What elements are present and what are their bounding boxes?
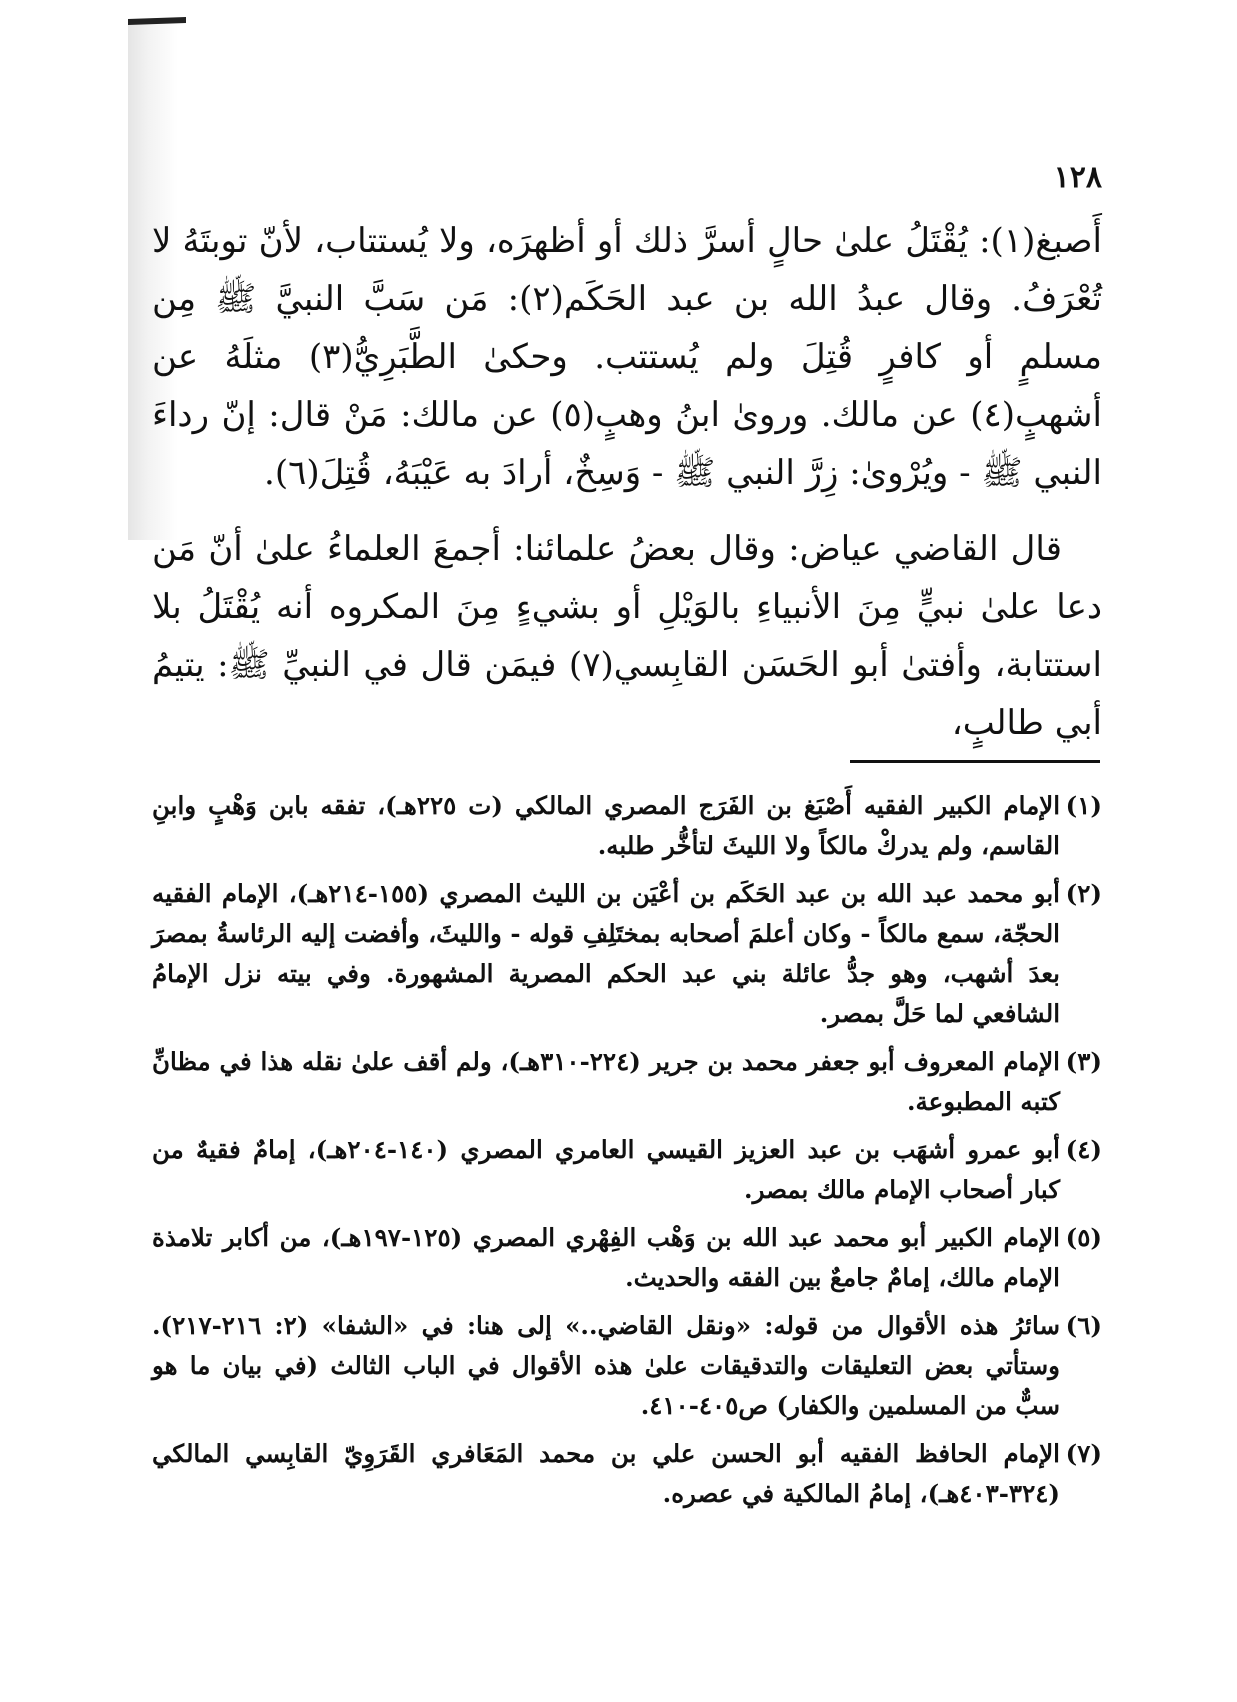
- footnote-3: [152, 1042, 1102, 1122]
- footnote-number: (٣): [1065, 1047, 1102, 1076]
- footnote-text: الإمام الحافظ الفقيه أبو الحسن علي بن محمد المَعَافري القَرَوِيّ القابِسي المالكي (٣٢٤-٤٠٣هـ)، إمامُ المالكية في عصره.: [152, 1439, 1060, 1508]
- footnote-text: أبو عمرو أشهَب بن عبد العزيز القيسي العامري المصري (١٤٠-٢٠٤هـ)، إمامٌ فقيهٌ من كبار أصحاب الإمام مالك بمصر.: [152, 1135, 1060, 1204]
- footnote-number: (٢): [1065, 879, 1102, 908]
- footnote-separator: [850, 760, 1100, 763]
- footnote-1: [152, 786, 1102, 866]
- footnote-text: الإمام المعروف أبو جعفر محمد بن جرير (٢٢٤-٣١٠هـ)، ولم أقف علىٰ نقله هذا في مظانِّ كتبه المطبوعة.: [152, 1047, 1060, 1116]
- footnote-2: [152, 874, 1102, 1034]
- main-text: [152, 212, 1102, 752]
- footnote-number: (٥): [1065, 1223, 1102, 1252]
- footnote-5: [152, 1218, 1102, 1298]
- footnote-text: أبو محمد عبد الله بن عبد الحَكَم بن أعْيَن بن الليث المصري (١٥٥-٢١٤هـ)، الإمام الفقيه الحجّة، سمع مالكاً - وكان أعلمَ أصحابه بمختَلِفِ قوله - والليثَ، وأفضت إليه الرئاسةُ بمصرَ بعدَ أشهب، وهو جدُّ عائلة بني عبد الحكم المصرية المشهورة. وفي بيته نزل الإمامُ الشافعي لما حَلَّ بمصر.: [152, 879, 1060, 1028]
- footnote-text: الإمام الكبير الفقيه أَصْبَغ بن الفَرَج المصري المالكي (ت ٢٢٥هـ)، تفقه بابن وَهْبٍ وابنِ القاسم، ولم يدركْ مالكاً ولا الليثَ لتأخُّر طلبه.: [152, 791, 1060, 860]
- footnote-6: [152, 1306, 1102, 1426]
- footnote-number: (٤): [1065, 1135, 1102, 1164]
- footnote-number: (١): [1065, 791, 1102, 820]
- main-paragraph-2: قال القاضي عياض: وقال بعضُ علمائنا: أجمعَ العلماءُ علىٰ أنّ مَن دعا علىٰ نبيٍّ مِنَ الأنبياءِ بالوَيْلِ أو بشيءٍ مِنَ المكروه أنه يُقْتَلُ بلا استتابة، وأفتىٰ أبو الحَسَن القابِسي(٧) فيمَن قال في النبيِّ ﷺ: يتيمُ أبي طالبٍ،: [152, 529, 1102, 743]
- footnote-number: (٦): [1065, 1311, 1102, 1340]
- footnote-4: [152, 1130, 1102, 1210]
- footnotes: [152, 786, 1102, 1522]
- footnote-text: سائرُ هذه الأقوال من قوله: «ونقل القاضي..» إلى هنا: في «الشفا» (٢: ٢١٦-٢١٧). وستأتي بعض التعليقات والتدقيقات علىٰ هذه الأقوال في الباب الثالث (في بيان ما هو سبٌّ من المسلمين والكفار) ص٤٠٥-٤١٠.: [152, 1311, 1060, 1420]
- main-paragraph-1: أَصبغ(١): يُقْتَلُ علىٰ حالٍ أسرَّ ذلك أو أظهرَه، ولا يُستتاب، لأنّ توبتَهُ لا تُعْرَفُ. وقال عبدُ الله بن عبد الحَكَم(٢): مَن سَبَّ النبيَّ ﷺ مِن مسلمٍ أو كافرٍ قُتِلَ ولم يُستتب. وحكىٰ الطَّبَرِيُّ(٣) مثلَهُ عن أشهبٍ(٤) عن مالك. وروىٰ ابنُ وهبٍ(٥) عن مالك: مَنْ قال: إنّ رداءَ النبي ﷺ - ويُرْوىٰ: زِرَّ النبي ﷺ - وَسِخٌ، أرادَ به عَيْبَهُ، قُتِلَ(٦).: [152, 221, 1102, 493]
- footnote-text: الإمام الكبير أبو محمد عبد الله بن وَهْب الفِهْري المصري (١٢٥-١٩٧هـ)، من أكابر تلامذة الإمام مالك، إمامٌ جامعٌ بين الفقه والحديث.: [152, 1223, 1060, 1292]
- footnote-number: (٧): [1065, 1439, 1102, 1468]
- page-number: ١٢٨: [1053, 160, 1102, 195]
- footnote-7: [152, 1434, 1102, 1514]
